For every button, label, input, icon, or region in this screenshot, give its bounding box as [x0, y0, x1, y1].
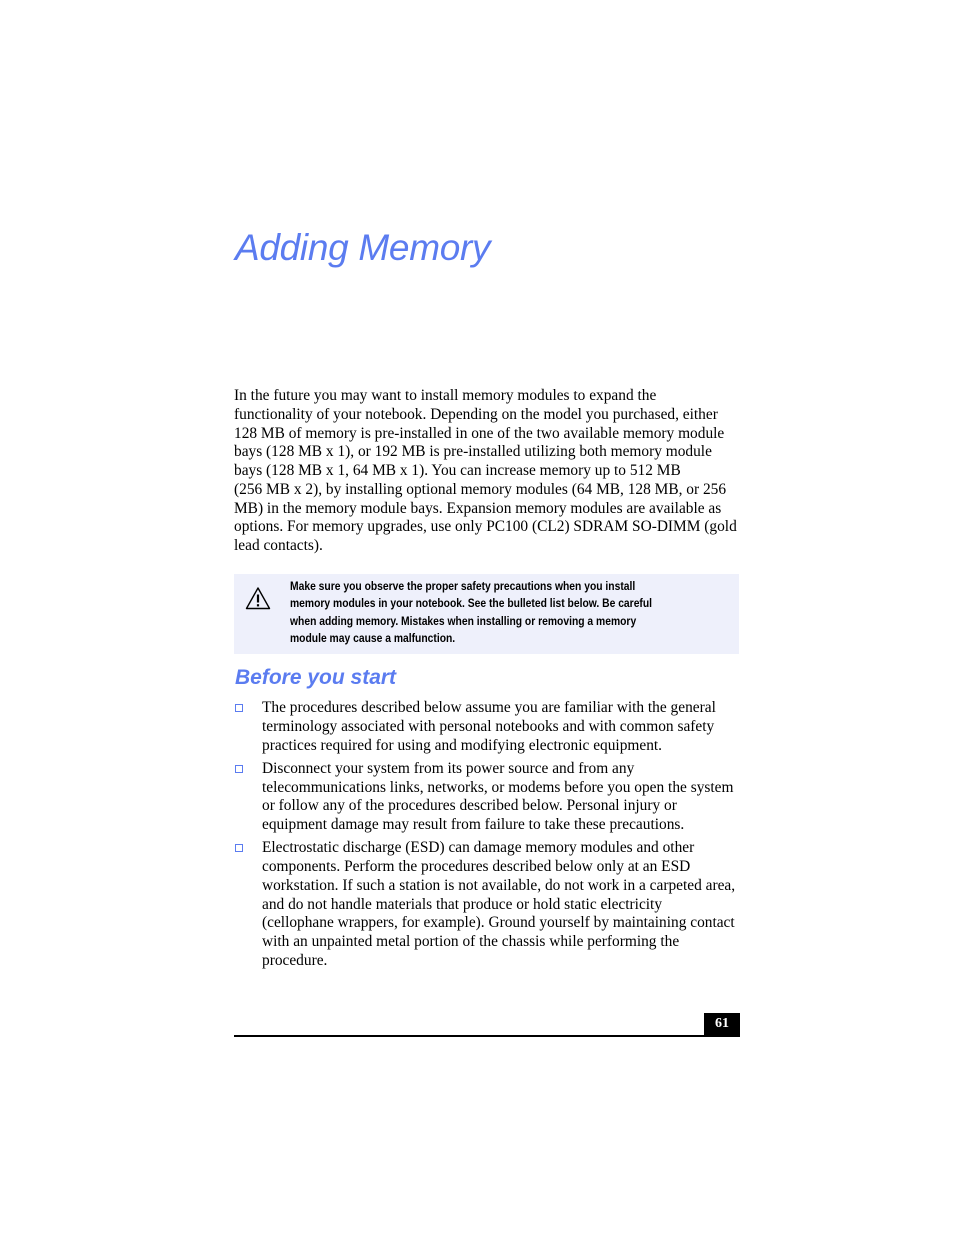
caution-line: module may cause a malfunction. [290, 631, 456, 646]
intro-line: MB) in the memory module bays. Expansion memory modules are available as [234, 499, 722, 517]
list-item-line: equipment damage may result from failure to take these precautions. [262, 816, 685, 833]
caution-line: memory modules in your notebook. See the bulleted list below. Be careful [290, 596, 653, 611]
intro-paragraph [234, 387, 741, 556]
list-item-line: practices required for using and modifying electronic equipment. [262, 736, 663, 754]
section-heading: Before you start [235, 666, 397, 689]
warning-triangle-icon [245, 586, 271, 610]
checkbox-bullet-icon [235, 765, 243, 773]
list-item [234, 839, 744, 970]
list-item-line: and do not handle materials that produce or hold static electricity [262, 895, 663, 913]
intro-line: (256 MB x 2), by installing optional memory modules (64 MB, 128 MB, or 256 [234, 480, 727, 498]
list-item-line: or follow any of the procedures described below. Personal injury or [262, 797, 677, 815]
checkbox-bullet-icon [235, 704, 243, 712]
caution-text [290, 578, 673, 648]
checkbox-bullet-icon [235, 844, 243, 852]
list-item-line: telecommunications links, networks, or modems before you open the system [262, 778, 734, 796]
list-item [234, 699, 744, 755]
list-item [234, 760, 744, 835]
intro-line: bays (128 MB x 1, 64 MB x 1). You can increase memory up to 512 MB [234, 462, 681, 479]
page-number: 61 [704, 1013, 740, 1037]
caution-line: Make sure you observe the proper safety precautions when you install [290, 579, 636, 593]
list-item-line: Electrostatic discharge (ESD) can damage memory modules and other [262, 839, 695, 857]
caution-line: when adding memory. Mistakes when installing or removing a memory [290, 613, 637, 628]
list-item-line: workstation. If such a station is not available, do not work in a carpeted area, [262, 876, 736, 894]
list-item-line: with an unpainted metal portion of the chassis while performing the [262, 933, 680, 950]
list-item-line: (cellophane wrappers, for example). Ground yourself by maintaining contact [262, 914, 735, 932]
list-item-line: procedure. [262, 951, 328, 969]
intro-line: functionality of your notebook. Depending on the model you purchased, either [234, 405, 718, 423]
bullet-list [234, 699, 744, 975]
intro-line: lead contacts). [234, 537, 323, 554]
intro-line: In the future you may want to install memory modules to expand the [234, 387, 657, 404]
caution-box [234, 574, 739, 654]
footer-rule [234, 1035, 740, 1037]
list-item-line: The procedures described below assume you are familiar with the general [262, 699, 716, 716]
intro-line: options. For memory upgrades, use only PC100 (CL2) SDRAM SO-DIMM (gold [234, 518, 737, 536]
page-title: Adding Memory [235, 227, 491, 268]
list-item-line: components. Perform the procedures described below only at an ESD [262, 858, 691, 875]
list-item-line: Disconnect your system from its power source and from any [262, 759, 635, 777]
intro-line: bays (128 MB x 1), or 192 MB is pre-installed utilizing both memory module [234, 443, 712, 461]
intro-line: 128 MB of memory is pre-installed in one of the two available memory module [234, 424, 725, 442]
list-item-line: terminology associated with personal notebooks and with common safety [262, 717, 715, 735]
